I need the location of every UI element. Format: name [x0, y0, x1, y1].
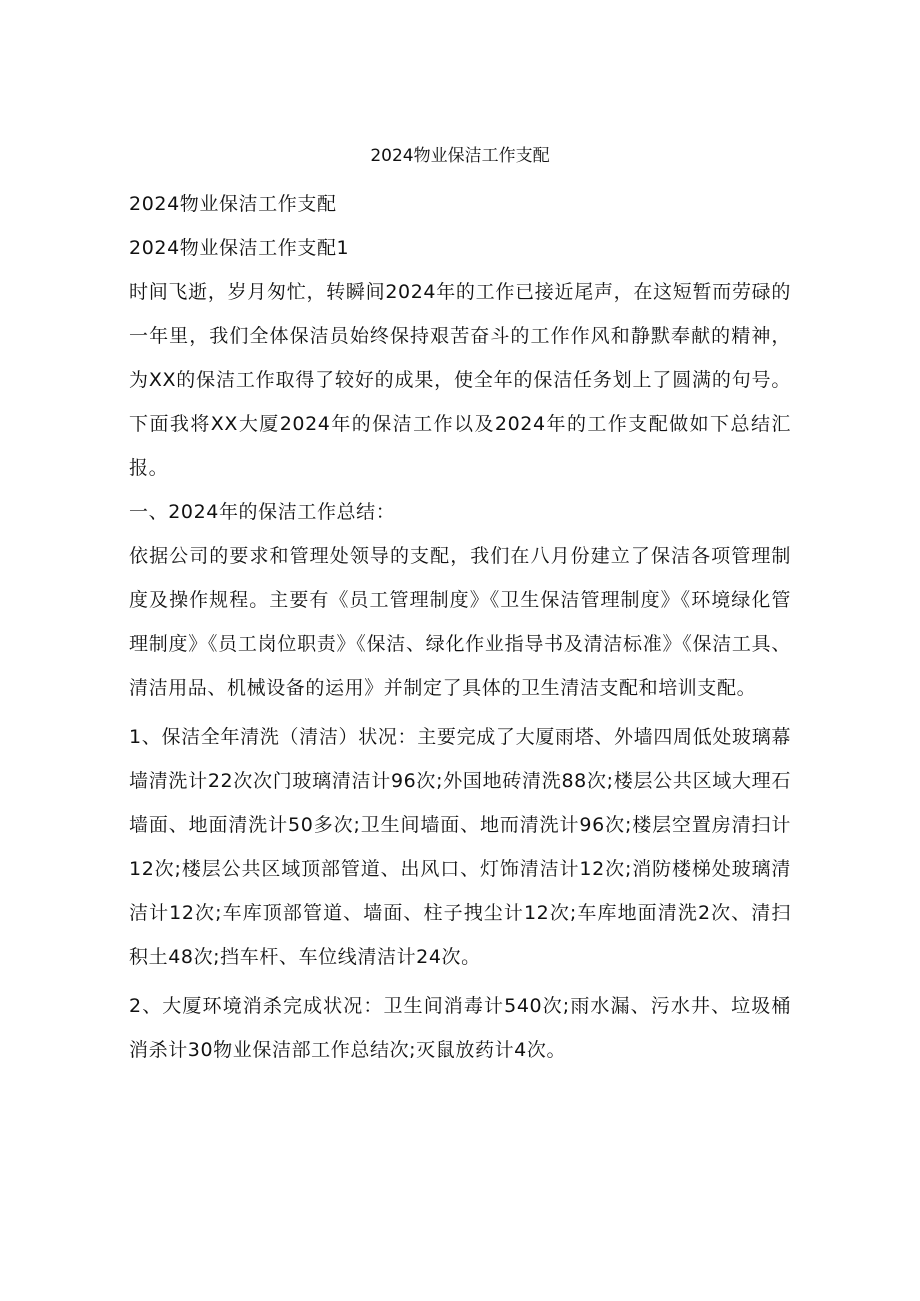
paragraph-heading: 2024物业保洁工作支配	[129, 193, 337, 215]
document-title: 2024物业保洁工作支配	[370, 146, 550, 166]
paragraph-regulations: 依据公司的要求和管理处领导的支配，我们在八月份建立了保洁各项管理制度及操作规程。主要有《员工管理制度》《卫生保洁管理制度》《环境绿化管理制度》《员工岗位职责》《保洁、绿化作业指导书及清洁标准》《保洁工具、清洁用品、机械设备的运用》并制定了具体的卫生清洁支配和培训支配。	[129, 545, 791, 699]
paragraph-intro: 时间飞逝，岁月匆忙，转瞬间2024年的工作已接近尾声，在这短暂而劳碌的一年里，我们全体保洁员始终保持艰苦奋斗的工作作风和静默奉献的精神，为XX的保洁工作取得了较好的成果，使全年的保洁任务划上了圆满的句号。下面我将XX大厦2024年的保洁工作以及2024年的工作支配做如下总结汇报。	[129, 281, 791, 479]
document-body	[129, 182, 791, 1072]
paragraph-subheading: 2024物业保洁工作支配1	[129, 237, 350, 259]
paragraph-cleaning-status: 1、保洁全年清洗（清洁）状况：主要完成了大厦雨塔、外墙四周低处玻璃幕墙清洗计22次次门玻璃清洁计96次;外国地砖清洗88次;楼层公共区域大理石墙面、地面清洗计50多次;卫生间墙面、地而清洗计96次;楼层空置房清扫计12次;楼层公共区域顶部管道、出风口、灯饰清洁计12次;消防楼梯处玻璃清洁计12次;车库顶部管道、墙面、柱子拽尘计12次;车库地面清洗2次、清扫积土48次;挡车杆、车位线清洁计24次。	[129, 726, 791, 968]
paragraph-disinfection-status: 2、大厦环境消杀完成状况：卫生间消毒计540次;雨水漏、污水井、垃圾桶消杀计30物业保洁部工作总结次;灭鼠放药计4次。	[129, 995, 791, 1061]
section-heading: 一、2024年的保洁工作总结：	[129, 501, 396, 523]
